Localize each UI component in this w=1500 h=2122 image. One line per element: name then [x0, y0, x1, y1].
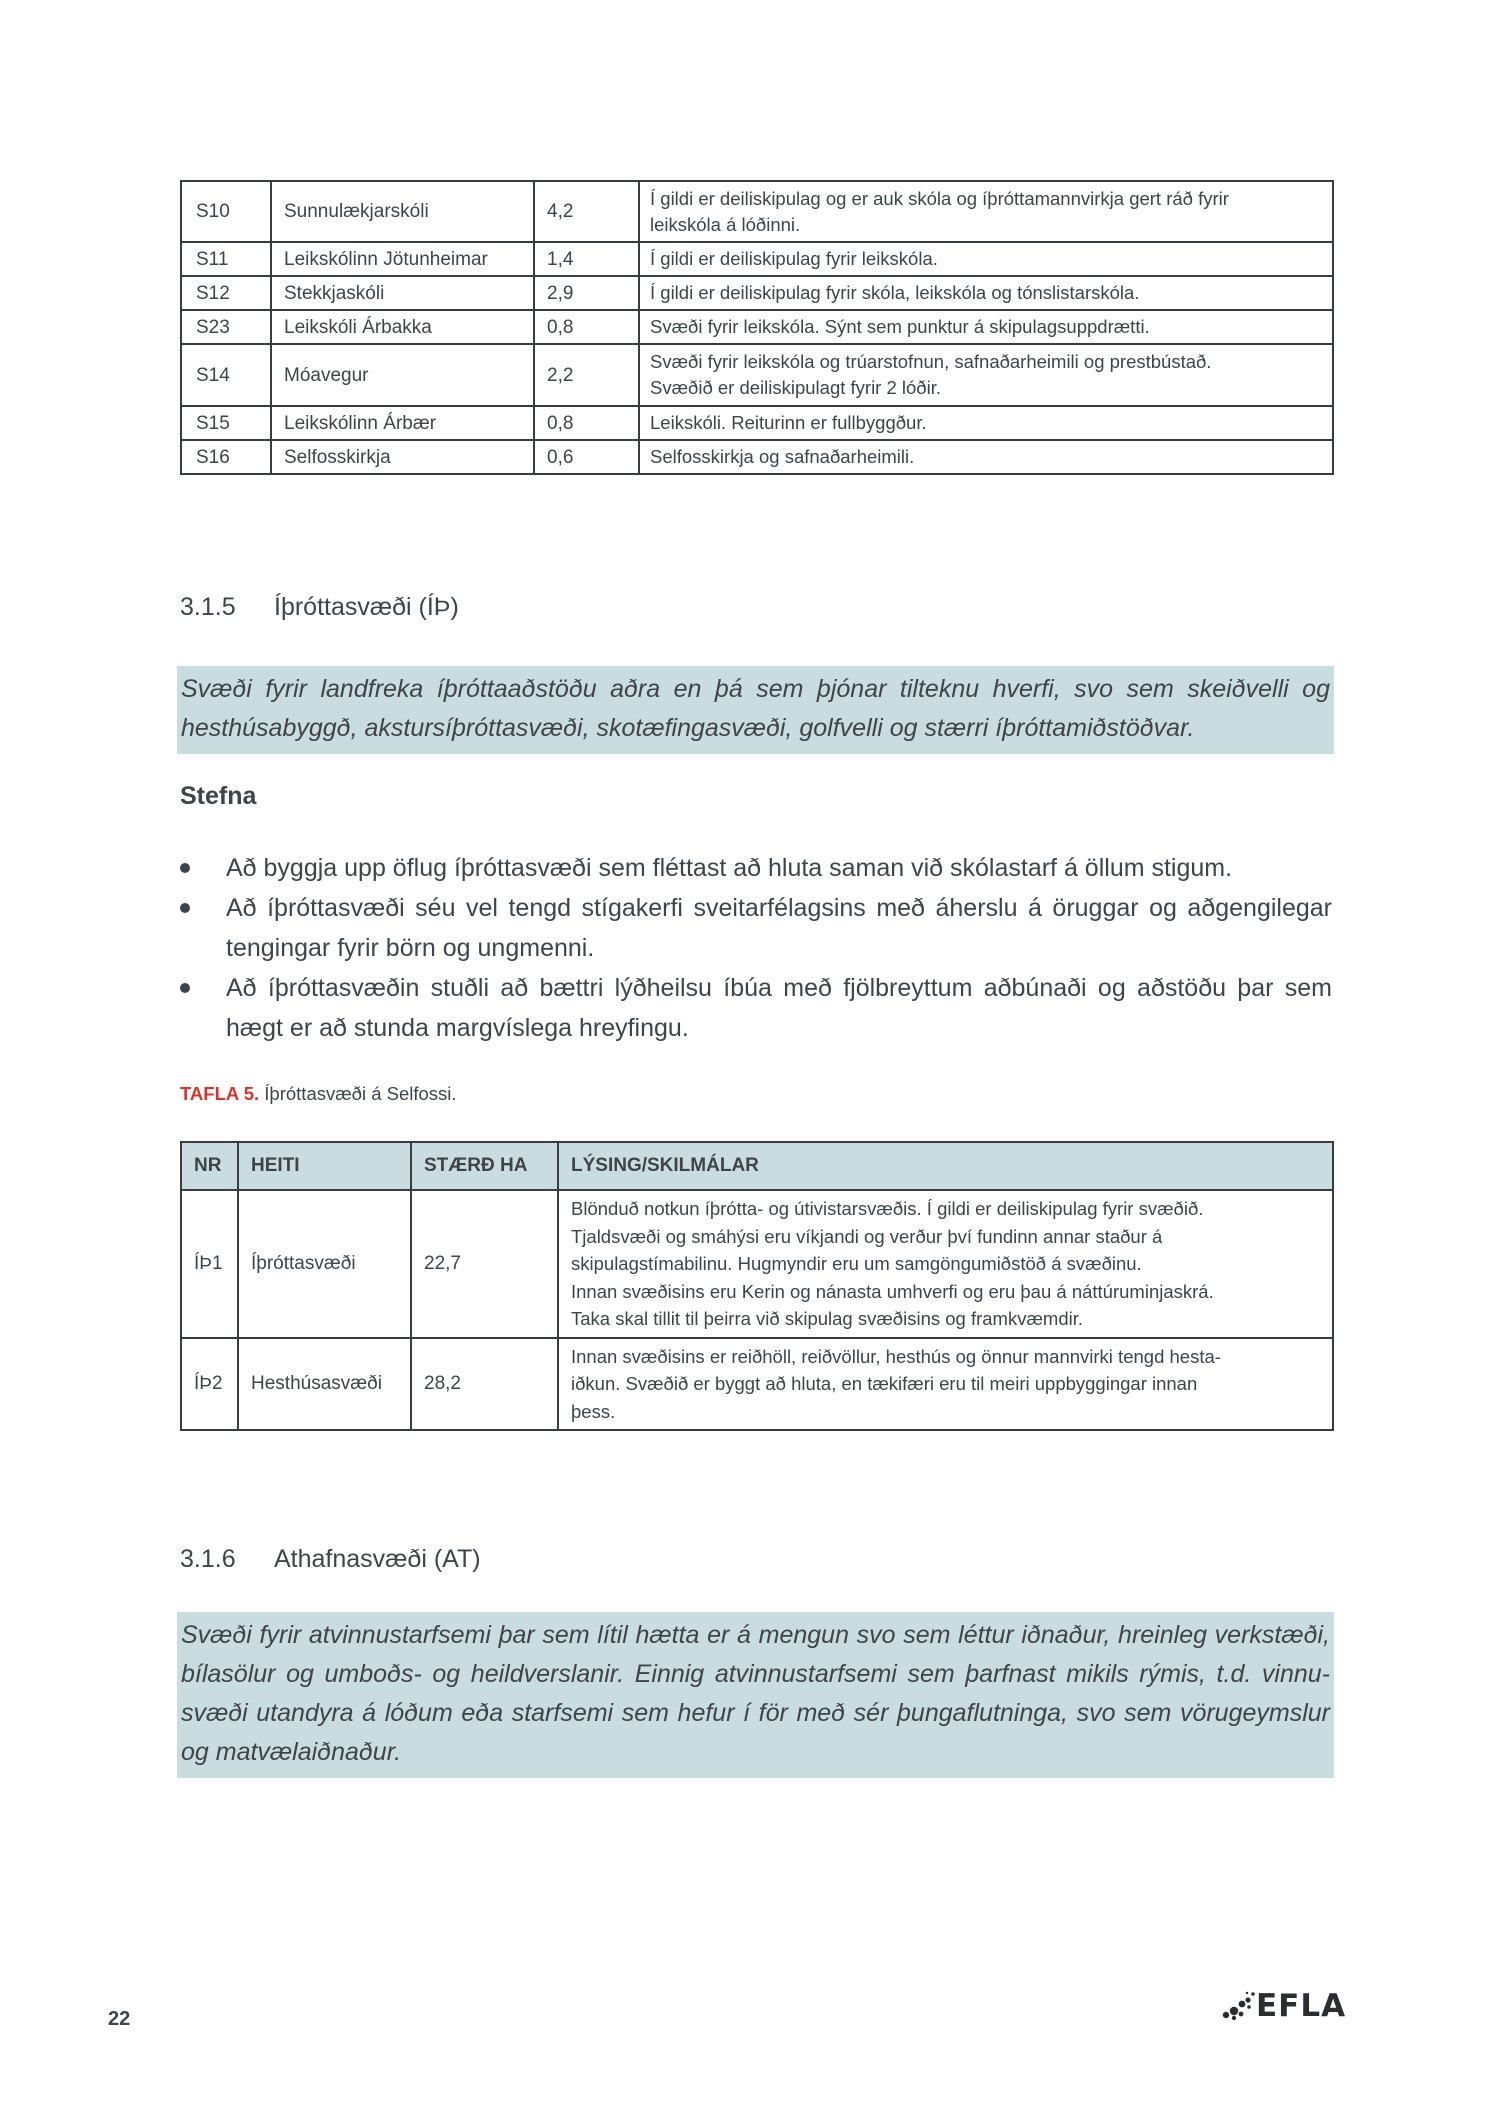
cell-line: Í gildi er deiliskipulag fyrir leikskóla. [650, 248, 938, 269]
list-item-text: Að íþróttasvæðin stuðli að bættri lýðheilsu íbúa með fjölbreyttum aðbúnaði og aðstöðu þar sem [226, 974, 1332, 1002]
caption-text: Íþróttasvæði á Selfossi. [259, 1083, 457, 1104]
page-number: 22 [108, 2008, 131, 2030]
table-row [181, 1338, 1333, 1431]
cell-line: Taka skal tillit til þeirra við skipulag svæðisins og framkvæmdir. [571, 1308, 1084, 1329]
cell-staerd: 28,2 [411, 1338, 558, 1431]
cell-lysing [639, 276, 1333, 310]
cell-staerd: 4,2 [534, 181, 639, 242]
table-row [181, 242, 1333, 276]
cell-nr: S11 [181, 242, 271, 276]
cell-staerd: 1,4 [534, 242, 639, 276]
header-nr: NR [181, 1142, 238, 1190]
cell-heiti: Móavegur [271, 344, 534, 406]
cell-staerd: 0,8 [534, 310, 639, 344]
section-number: 3.1.5 [180, 593, 236, 621]
table-row [181, 406, 1333, 440]
list-item [180, 968, 1332, 1048]
cell-staerd: 0,8 [534, 406, 639, 440]
cell-lysing [639, 406, 1333, 440]
cell-nr: ÍÞ2 [181, 1338, 238, 1431]
definition-line: Svæði fyrir landfreka íþróttaaðstöðu aðra en þá sem þjónar tilteknu hverfi, svo sem skeiðvelli og [181, 675, 1330, 703]
section-heading-316 [180, 1545, 481, 1574]
cell-heiti: Hesthúsasvæði [238, 1338, 411, 1431]
section-title: Athafnasvæði (AT) [274, 1545, 481, 1573]
table-caption [180, 1083, 457, 1105]
table-header-row [181, 1142, 1333, 1190]
list-item-text: hægt er að stunda margvíslega hreyfingu. [226, 1014, 689, 1042]
cell-heiti: Selfosskirkja [271, 440, 534, 474]
cell-line: Selfosskirkja og safnaðarheimili. [650, 446, 915, 467]
cell-line: Svæðið er deiliskipulagt fyrir 2 lóðir. [650, 377, 941, 398]
cell-line: Innan svæðisins er reiðhöll, reiðvöllur, hesthús og önnur mannvirki tengd hesta- [571, 1345, 1221, 1367]
table-row [181, 440, 1333, 474]
cell-heiti: Stekkjaskóli [271, 276, 534, 310]
cell-line: Í gildi er deiliskipulag og er auk skóla og íþróttamannvirkja gert ráð fyrir [650, 187, 1229, 209]
table-row [181, 310, 1333, 344]
cell-nr: S14 [181, 344, 271, 406]
cell-lysing [639, 181, 1333, 242]
cell-lysing [558, 1190, 1333, 1338]
cell-nr: S16 [181, 440, 271, 474]
cell-line: leikskóla á lóðinni. [650, 213, 801, 235]
efla-dots-icon [1222, 1990, 1256, 2022]
cell-staerd: 22,7 [411, 1190, 558, 1338]
header-heiti: HEITI [238, 1142, 411, 1190]
definition-line: Svæði fyrir atvinnustarfsemi þar sem lítil hætta er á mengun svo sem léttur iðnaður, hreinleg verkstæði, [181, 1621, 1330, 1649]
list-item [180, 888, 1332, 968]
cell-line: Leikskóli. Reiturinn er fullbyggður. [650, 412, 927, 433]
cell-line: Blönduð notkun íþrótta- og útivistarsvæðis. Í gildi er deiliskipulag fyrir svæðið. [571, 1198, 1204, 1219]
cell-staerd: 0,6 [534, 440, 639, 474]
cell-line: Svæði fyrir leikskóla. Sýnt sem punktur á skipulagsuppdrætti. [650, 316, 1150, 337]
header-lysing: LÝSING/SKILMÁLAR [558, 1142, 1333, 1190]
header-staerd: STÆRÐ HA [411, 1142, 558, 1190]
cell-lysing [639, 310, 1333, 344]
efla-logo [1222, 1988, 1346, 2024]
definition-box-316 [177, 1612, 1334, 1778]
definition-box-315 [177, 666, 1334, 754]
cell-lysing [639, 242, 1333, 276]
cell-heiti: Leikskólinn Jötunheimar [271, 242, 534, 276]
schools-table [180, 180, 1334, 475]
definition-line: hesthúsabyggð, akstursíþróttasvæði, skotæfingasvæði, golfvelli og stærri íþróttamiðstöðvar. [181, 714, 1195, 742]
list-item [180, 848, 1332, 888]
cell-line: Í gildi er deiliskipulag fyrir skóla, leikskóla og tónslistarskóla. [650, 282, 1140, 303]
cell-lysing [639, 440, 1333, 474]
cell-nr: ÍÞ1 [181, 1190, 238, 1338]
list-item-text: Að íþróttasvæði séu vel tengd stígakerfi sveitarfélagsins með áherslu á öruggar og aðgengilegar [226, 894, 1332, 922]
list-item-text: tengingar fyrir börn og ungmenni. [226, 934, 595, 962]
definition-line: bílasölur og umboðs- og heildverslanir. Einnig atvinnustarfsemi sem þarfnast mikils rýmis, t.d. vinnu- [181, 1660, 1330, 1688]
sports-areas-table [180, 1141, 1334, 1431]
cell-line: Tjaldsvæði og smáhýsi eru víkjandi og verður því fundinn annar staður á [571, 1225, 1163, 1247]
cell-nr: S10 [181, 181, 271, 242]
cell-staerd: 2,9 [534, 276, 639, 310]
cell-line: þess. [571, 1400, 616, 1422]
bullet-icon [180, 863, 190, 873]
cell-lysing [639, 344, 1333, 406]
cell-lysing [558, 1338, 1333, 1431]
definition-line: svæði utandyra á lóðum eða starfsemi sem hefur í för með sér þungaflutninga, svo sem vörugeymslur [181, 1699, 1330, 1727]
cell-line: Innan svæðisins eru Kerin og nánasta umhverfi og eru þau á náttúruminjaskrá. [571, 1280, 1214, 1302]
logo-text: EFLA [1256, 1988, 1347, 2024]
caption-label: TAFLA 5. [180, 1083, 260, 1104]
section-title: Íþróttasvæði (ÍÞ) [274, 593, 459, 621]
table-row [181, 181, 1333, 242]
cell-staerd: 2,2 [534, 344, 639, 406]
section-heading-315 [180, 593, 459, 622]
table-row [181, 276, 1333, 310]
definition-line: og matvælaiðnaður. [181, 1738, 402, 1766]
section-number: 3.1.6 [180, 1545, 236, 1573]
cell-line: skipulagstímabilinu. Hugmyndir eru um samgöngumiðstöð á svæðinu. [571, 1253, 1142, 1274]
cell-heiti: Leikskólinn Árbær [271, 406, 534, 440]
cell-line: Svæði fyrir leikskóla og trúarstofnun, safnaðarheimili og prestbústað. [650, 351, 1212, 372]
stefna-heading: Stefna [180, 782, 257, 810]
policy-list [180, 848, 1332, 1048]
cell-nr: S15 [181, 406, 271, 440]
list-item-text: Að byggja upp öflug íþróttasvæði sem fléttast að hluta saman við skólastarf á öllum stigum. [226, 854, 1233, 882]
cell-nr: S23 [181, 310, 271, 344]
cell-heiti: Sunnulækjarskóli [271, 181, 534, 242]
table-row [181, 1190, 1333, 1338]
cell-nr: S12 [181, 276, 271, 310]
bullet-icon [180, 983, 190, 993]
table-row [181, 344, 1333, 406]
bullet-icon [180, 903, 190, 913]
cell-line: iðkun. Svæðið er byggt að hluta, en tækifæri eru til meiri uppbyggingar innan [571, 1373, 1198, 1394]
cell-heiti: Leikskóli Árbakka [271, 310, 534, 344]
cell-heiti: Íþróttasvæði [238, 1190, 411, 1338]
